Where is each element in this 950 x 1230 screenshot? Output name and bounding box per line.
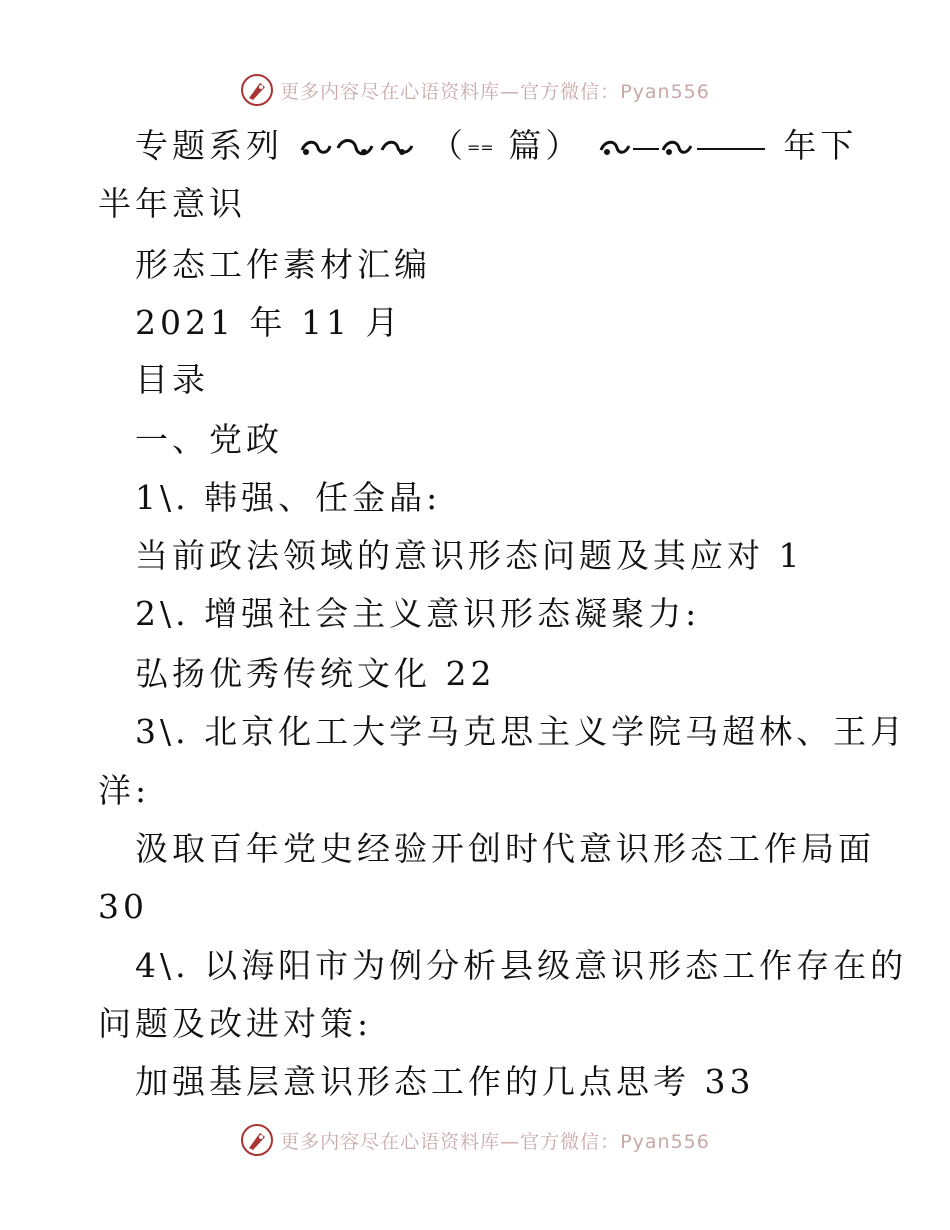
toc-item-1-entry: 当前政法领域的意识形态问题及其应对 1 [135, 536, 804, 575]
toc-item-3-title-cont: 洋: [98, 771, 151, 810]
watermark-text: 更多内容尽在心语资料库—官方微信：Pyan556 [280, 80, 710, 103]
pen-nib-seal-icon [240, 73, 274, 107]
toc-item-3-entry: 汲取百年党史经验开创时代意识形态工作局面 [135, 829, 875, 868]
toc-item-2-title: 2\. 增强社会主义意识形态凝聚力: [135, 594, 701, 633]
toc-section-1: 一、党政 [135, 420, 283, 459]
watermark-text: 更多内容尽在心语资料库—官方微信：Pyan556 [280, 1130, 710, 1153]
watermark-header [0, 68, 950, 112]
title-line-1: 专题系列 （== 篇） 年下 [135, 126, 858, 165]
watermark-footer [0, 1118, 950, 1162]
title-date: 2021 年 11 月 [135, 303, 403, 342]
toc-item-4-title: 4\. 以海阳市为例分析县级意识形态工作存在的 [135, 946, 908, 985]
toc-item-1-title: 1\. 韩强、任金晶: [135, 478, 442, 517]
title-line-1-cont: 半年意识 [98, 184, 246, 223]
toc-item-4-entry: 加强基层意识形态工作的几点思考 33 [135, 1062, 755, 1101]
toc-heading: 目录 [135, 360, 209, 399]
toc-item-2-entry: 弘扬优秀传统文化 22 [135, 654, 496, 693]
toc-item-4-title-cont: 问题及改进对策: [98, 1004, 373, 1043]
ornament-swirl-icon [298, 136, 416, 160]
toc-item-3-entry-cont: 30 [98, 887, 148, 926]
title-line-2: 形态工作素材汇编 [135, 245, 431, 284]
pen-nib-seal-icon [240, 1123, 274, 1157]
toc-item-3-title: 3\. 北京化工大学马克思主义学院马超林、王月 [135, 712, 908, 751]
ornament-dash-swirl-icon [597, 136, 769, 160]
